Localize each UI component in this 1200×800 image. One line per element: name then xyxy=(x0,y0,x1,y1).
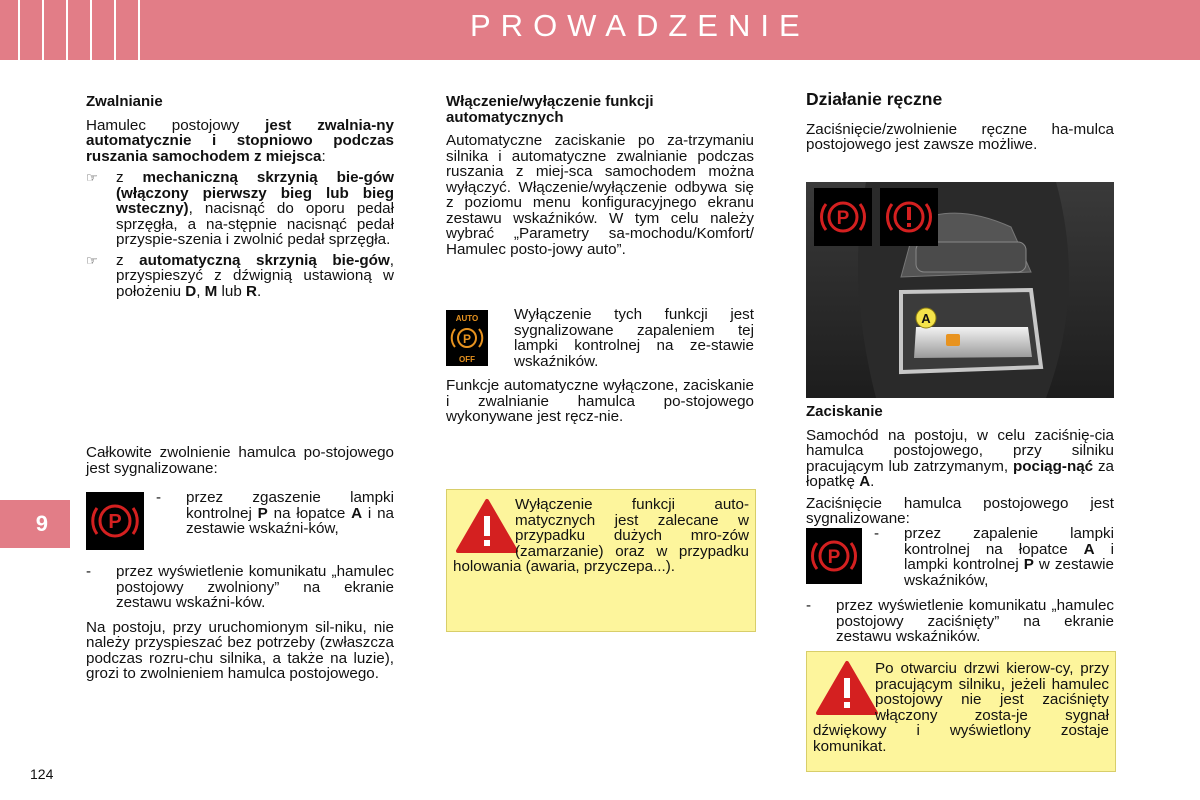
section-heading-manual: Działanie ręczne xyxy=(806,89,943,109)
section-heading-release: Zwalnianie xyxy=(86,93,163,110)
column-left xyxy=(86,94,394,304)
pointing-hand-icon: ☞ xyxy=(86,252,98,268)
warning-box-door xyxy=(806,651,1116,772)
apply-signal-text: Zaciśnięcie hamulca postojowego jest sygnalizowane: xyxy=(806,494,1114,527)
release-intro: Hamulec postojowy jest zwalnia-ny automatycznie i stopniowo podczas ruszania samochodem z miejsca: xyxy=(86,116,394,165)
svg-text:P: P xyxy=(108,511,122,533)
release-dash-1: - przez zgaszenie lampki kontrolnej P na łopatce A i na zestawie wskaźni-ków, xyxy=(156,489,394,537)
page-header xyxy=(0,0,1200,60)
subheading-apply: Zaciskanie xyxy=(806,403,883,420)
apply-dash-1: - przez zapalenie lampki kontrolnej na łopatce A i lampki kontrolnej P w zestawie wskaźników, xyxy=(874,525,1114,589)
auto-functions-text: Automatyczne zaciskanie po za-trzymaniu silnika i automatyczne zwalnianie podczas ruszania z miej-sca samochodem można wyłączyć. Włączenie/wyłączenie odbywa się z poziomu menu konfiguracyjnego ekranu zestawu wskaźników. W tym celu należy wybrać „Parametry sa-mochodu/Komfort/ Hamulec posto-jowy auto”. xyxy=(446,132,754,258)
svg-text:P: P xyxy=(836,208,850,229)
column-right xyxy=(806,89,1114,159)
warning-box-frost xyxy=(446,489,756,632)
column-right-lower xyxy=(806,404,1114,533)
manual-mode-text: Funkcje automatyczne wyłączone, zaciskanie i zwalnianie hamulca po-stojowego wykonywane jest ręcz-nie. xyxy=(446,377,754,425)
parking-brake-lamp-icon xyxy=(806,528,862,584)
photo-callout-a: A xyxy=(921,311,931,326)
apply-dash-2-wrap xyxy=(806,598,1114,650)
apply-dash-2: - przez wyświetlenie komunikatu „hamulec postojowy zaciśnięty” na ekranie zestawu wskaźników. xyxy=(806,597,1114,645)
bullet-manual-gearbox: ☞ z mechaniczną skrzynią bie-gów (włączony pierwszy bieg lub bieg wsteczny), nacisnąć do oporu pedał sprzęgła, a na-stępnie nacisnąć pedał przyspie-szenia i zwolnić pedał sprzęgła. xyxy=(86,169,394,248)
release-dash-2: - przez wyświetlenie komunikatu „hamulec postojowy zwolniony” na ekranie zestawu wskaźni-ków. xyxy=(86,563,394,611)
door-warning-text: Po otwarciu drzwi kierow-cy, przy pracującym silniku, jeżeli hamulec postojowy nie jest zaciśnięty włączony zosta-je sygnał dźwiękowy i wyświetlony zostaje komunikat. xyxy=(813,660,1109,755)
frost-warning-text: Wyłączenie funkcji auto-matycznych jest zalecane w przypadku dużych mro-zów (zamarzanie) oraz w przypadku holowania (awaria, przyczepa...). xyxy=(453,496,749,575)
svg-text:P: P xyxy=(462,332,472,346)
pointing-hand-icon: ☞ xyxy=(86,170,98,185)
page-title: PROWADZENIE xyxy=(470,8,810,43)
parking-brake-lamp-icon xyxy=(86,492,144,550)
release-signal-text: Całkowite zwolnienie hamulca po-stojowego jest sygnalizowane: xyxy=(86,444,394,477)
section-heading-auto-functions: Włączenie/wyłączenie funkcji automatycznych xyxy=(446,93,654,126)
svg-text:P: P xyxy=(827,547,841,568)
idle-warning-text: Na postoju, przy uruchomionym sil-niku, nie należy przyspieszać bez potrzeby (zwłaszcza podczas rozru-chu silnika, a także na luzie), grozi to zwolnieniem hamulca postojowego. xyxy=(86,618,394,682)
column-middle xyxy=(446,94,754,263)
column-left-bottom xyxy=(86,564,394,688)
parking-brake-lamp-icon xyxy=(814,188,872,246)
bullet-auto-gearbox: ☞ z automatyczną skrzynią bie-gów, przyspieszyć z dźwignią ustawioną w położeniu D, M lub R. xyxy=(86,251,394,300)
svg-text:AUTO: AUTO xyxy=(455,314,479,323)
parking-brake-console-photo xyxy=(806,182,1114,398)
auto-off-signal: Wyłączenie tych funkcji jest sygnalizowane zapaleniem tej lampki kontrolnej na ze-stawie wskaźników. xyxy=(514,306,754,370)
chapter-tab[interactable]: 9 xyxy=(0,500,70,548)
svg-text:OFF: OFF xyxy=(459,355,475,364)
manual-mode-text-wrap xyxy=(446,378,754,431)
apply-text: Samochód na postoju, w celu zaciśnię-cia hamulca postojowego, przy silniku pracującym lub zatrzymanym, pociąg-nąć za łopatkę A. xyxy=(806,426,1114,490)
manual-operation-text: Zaciśnięcie/zwolnienie ręczne ha-mulca postojowego jest zawsze możliwe. xyxy=(806,120,1114,153)
page-number: 124 xyxy=(30,766,54,782)
brake-fault-lamp-icon xyxy=(880,188,938,246)
column-left-lower xyxy=(86,445,394,482)
header-stripes xyxy=(0,0,160,60)
auto-off-lamp-icon xyxy=(446,310,488,366)
